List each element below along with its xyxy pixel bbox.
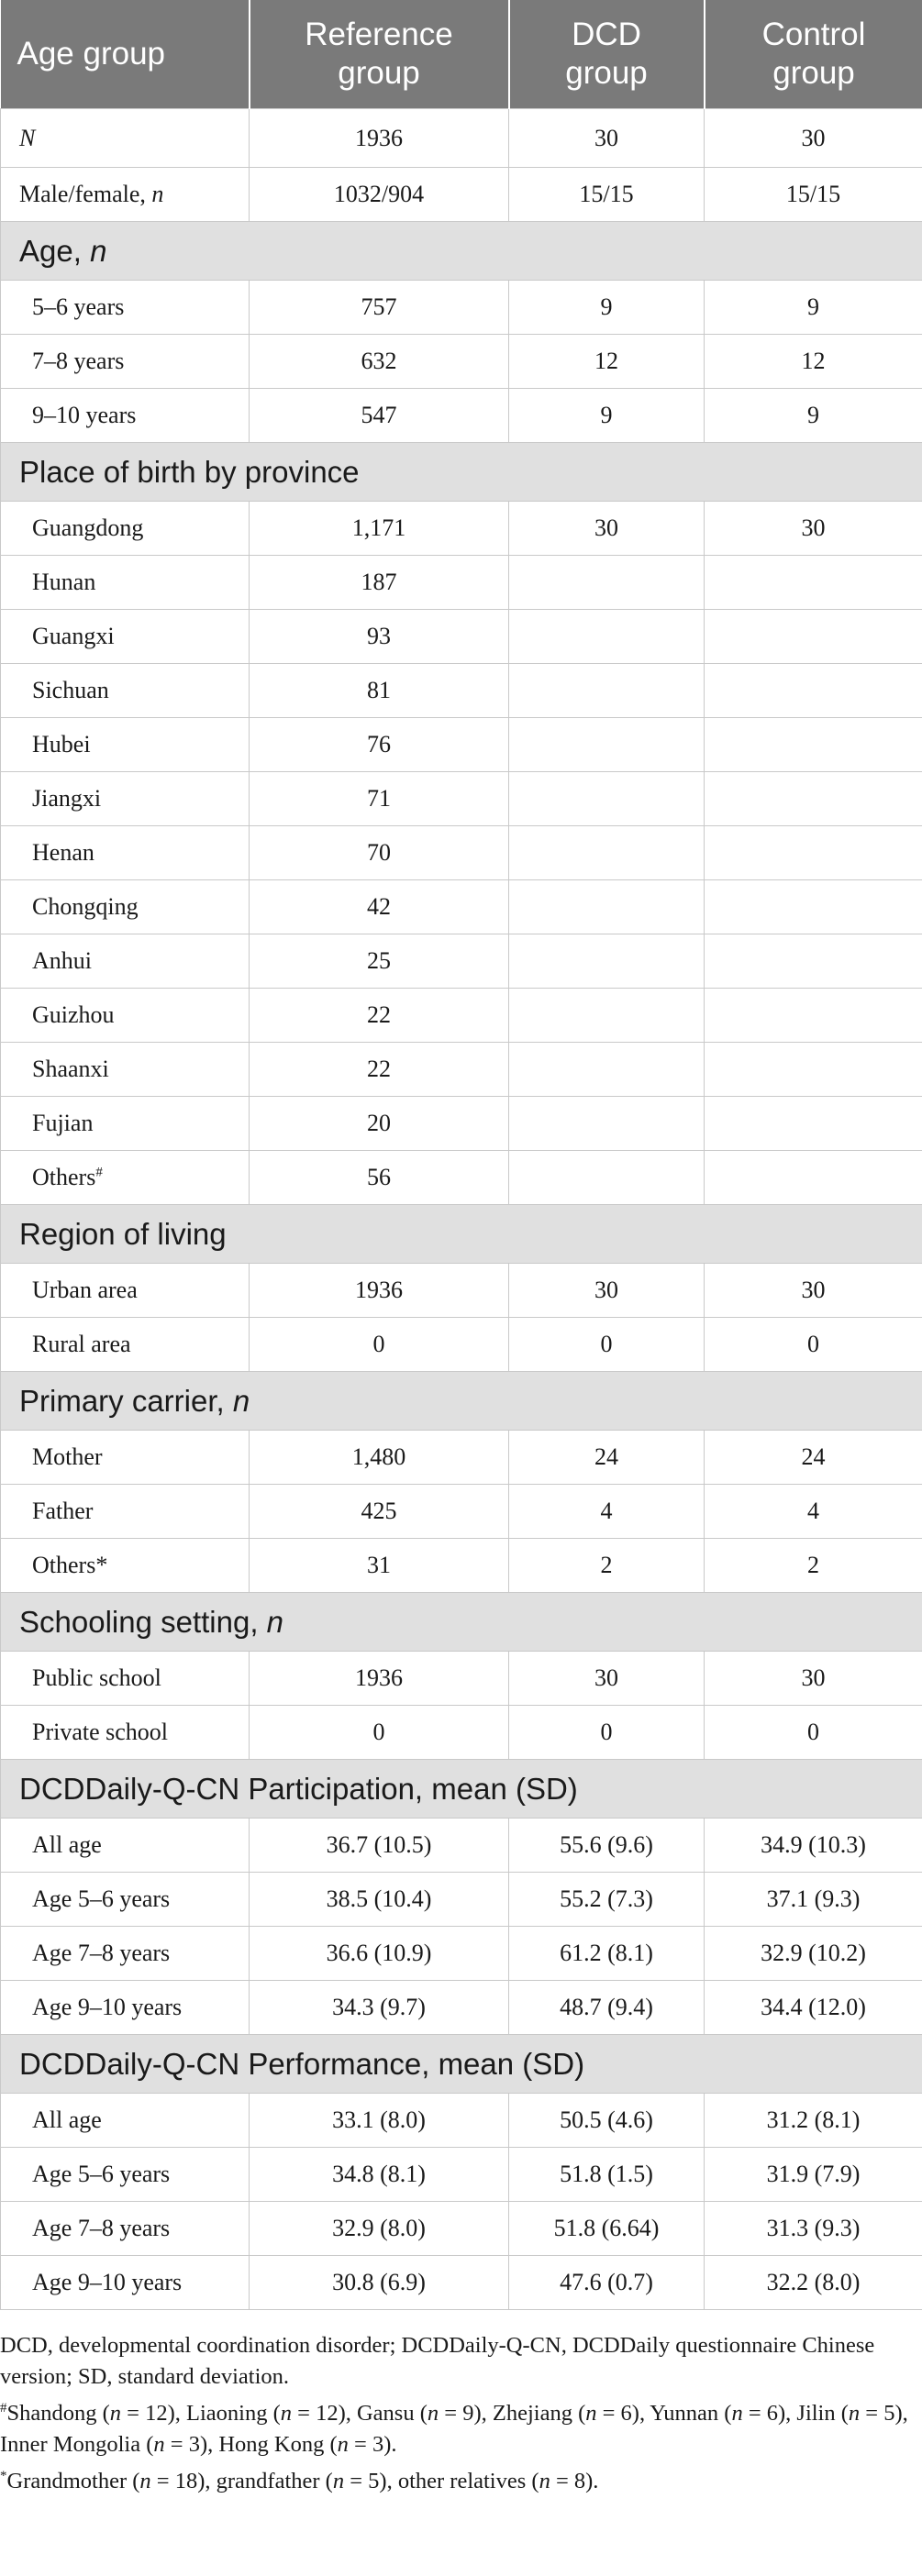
- cell-value: 1936: [250, 1652, 509, 1706]
- cell-value: [705, 826, 922, 880]
- cell-value: [509, 610, 705, 664]
- row-label: Jiangxi: [1, 772, 250, 826]
- cell-value: [509, 772, 705, 826]
- cell-value: 30: [705, 1652, 922, 1706]
- row-label: N: [1, 109, 250, 168]
- header-reference-group: Reference group: [250, 0, 509, 109]
- table-row: [1, 1151, 922, 1205]
- table-row: [1, 1927, 922, 1981]
- section-title: Region of living: [1, 1205, 922, 1264]
- cell-value: 0: [509, 1706, 705, 1760]
- cell-value: 31.2 (8.1): [705, 2094, 922, 2148]
- cell-value: 15/15: [705, 168, 922, 222]
- cell-value: [509, 934, 705, 989]
- cell-value: 22: [250, 989, 509, 1043]
- cell-value: 34.4 (12.0): [705, 1981, 922, 2035]
- cell-value: 9: [509, 389, 705, 443]
- table-row: [1, 934, 922, 989]
- row-label: Age 9–10 years: [1, 2256, 250, 2310]
- cell-value: 1032/904: [250, 168, 509, 222]
- row-label: All age: [1, 2094, 250, 2148]
- cell-value: 632: [250, 335, 509, 389]
- section-title: DCDDaily-Q-CN Performance, mean (SD): [1, 2035, 922, 2094]
- cell-value: [509, 1043, 705, 1097]
- section-header-row: [1, 1593, 922, 1652]
- section-header-row: [1, 1372, 922, 1431]
- cell-value: [705, 1043, 922, 1097]
- section-title: Place of birth by province: [1, 443, 922, 502]
- cell-value: 32.2 (8.0): [705, 2256, 922, 2310]
- table-row: [1, 1539, 922, 1593]
- cell-value: [705, 934, 922, 989]
- cell-value: 24: [509, 1431, 705, 1485]
- cell-value: 0: [250, 1318, 509, 1372]
- cell-value: 1936: [250, 109, 509, 168]
- row-label: Mother: [1, 1431, 250, 1485]
- table-row: [1, 556, 922, 610]
- cell-value: 50.5 (4.6): [509, 2094, 705, 2148]
- cell-value: [705, 772, 922, 826]
- cell-value: 30: [705, 1264, 922, 1318]
- cell-value: 4: [705, 1485, 922, 1539]
- cell-value: [705, 880, 922, 934]
- row-label: Chongqing: [1, 880, 250, 934]
- cell-value: [509, 826, 705, 880]
- table-row: [1, 1819, 922, 1873]
- table-row: [1, 502, 922, 556]
- cell-value: [509, 556, 705, 610]
- cell-value: 0: [250, 1706, 509, 1760]
- cell-value: 55.2 (7.3): [509, 1873, 705, 1927]
- header-control-group: Control group: [705, 0, 922, 109]
- section-header-row: [1, 443, 922, 502]
- cell-value: 33.1 (8.0): [250, 2094, 509, 2148]
- cell-value: [509, 989, 705, 1043]
- cell-value: 9: [705, 281, 922, 335]
- cell-value: 51.8 (1.5): [509, 2148, 705, 2202]
- table-row: [1, 610, 922, 664]
- cell-value: 0: [509, 1318, 705, 1372]
- cell-value: 31.3 (9.3): [705, 2202, 922, 2256]
- cell-value: [509, 880, 705, 934]
- cell-value: [705, 1151, 922, 1205]
- header-dcd-group: DCD group: [509, 0, 705, 109]
- row-label: Rural area: [1, 1318, 250, 1372]
- cell-value: [705, 610, 922, 664]
- cell-value: 547: [250, 389, 509, 443]
- cell-value: 1936: [250, 1264, 509, 1318]
- row-label: Henan: [1, 826, 250, 880]
- cell-value: 30: [509, 1652, 705, 1706]
- table-row: [1, 2256, 922, 2310]
- row-label: All age: [1, 1819, 250, 1873]
- cell-value: 757: [250, 281, 509, 335]
- cell-value: 2: [705, 1539, 922, 1593]
- cell-value: [509, 1097, 705, 1151]
- cell-value: 22: [250, 1043, 509, 1097]
- table-row: [1, 772, 922, 826]
- cell-value: 20: [250, 1097, 509, 1151]
- cell-value: 76: [250, 718, 509, 772]
- table-row: [1, 2202, 922, 2256]
- table-row: [1, 1485, 922, 1539]
- cell-value: 93: [250, 610, 509, 664]
- cell-value: 37.1 (9.3): [705, 1873, 922, 1927]
- cell-value: [509, 1151, 705, 1205]
- row-label: Guangdong: [1, 502, 250, 556]
- row-label: Male/female, n: [1, 168, 250, 222]
- cell-value: 51.8 (6.64): [509, 2202, 705, 2256]
- section-title: DCDDaily-Q-CN Participation, mean (SD): [1, 1760, 922, 1819]
- row-label: Father: [1, 1485, 250, 1539]
- cell-value: 70: [250, 826, 509, 880]
- cell-value: [509, 664, 705, 718]
- row-label: 9–10 years: [1, 389, 250, 443]
- table-row: [1, 281, 922, 335]
- table-row: [1, 1097, 922, 1151]
- cell-value: 9: [705, 389, 922, 443]
- cell-value: 81: [250, 664, 509, 718]
- table-footnotes: [0, 2310, 922, 2497]
- table-row: [1, 335, 922, 389]
- cell-value: [705, 556, 922, 610]
- cell-value: 47.6 (0.7): [509, 2256, 705, 2310]
- row-label: Guangxi: [1, 610, 250, 664]
- row-label: Private school: [1, 1706, 250, 1760]
- cell-value: 25: [250, 934, 509, 989]
- cell-value: 0: [705, 1706, 922, 1760]
- cell-value: 61.2 (8.1): [509, 1927, 705, 1981]
- row-label: Fujian: [1, 1097, 250, 1151]
- table-body: [1, 109, 922, 2310]
- row-label: Shaanxi: [1, 1043, 250, 1097]
- cell-value: 30: [509, 109, 705, 168]
- cell-value: 4: [509, 1485, 705, 1539]
- section-header-row: [1, 1205, 922, 1264]
- footnote-hash: #Shandong (n = 12), Liaoning (n = 12), Gansu (n = 9), Zhejiang (n = 6), Yunnan (n = 6), Jilin (n = 5), Inner Mongolia (n = 3), Hong Kong (n = 3).: [0, 2401, 908, 2458]
- cell-value: 12: [509, 335, 705, 389]
- row-label: Others*: [1, 1539, 250, 1593]
- table-row: [1, 1318, 922, 1372]
- row-label: Hubei: [1, 718, 250, 772]
- row-label: Hunan: [1, 556, 250, 610]
- table-row: [1, 168, 922, 222]
- table-row: [1, 2094, 922, 2148]
- cell-value: 36.6 (10.9): [250, 1927, 509, 1981]
- row-label: 7–8 years: [1, 335, 250, 389]
- table-row: [1, 1043, 922, 1097]
- table-row: [1, 389, 922, 443]
- header-row: [1, 0, 922, 109]
- cell-value: 425: [250, 1485, 509, 1539]
- table-row: [1, 1706, 922, 1760]
- cell-value: 34.3 (9.7): [250, 1981, 509, 2035]
- cell-value: 1,171: [250, 502, 509, 556]
- section-header-row: [1, 2035, 922, 2094]
- row-label: Age 9–10 years: [1, 1981, 250, 2035]
- cell-value: 31: [250, 1539, 509, 1593]
- cell-value: [705, 664, 922, 718]
- section-title: Primary carrier, n: [1, 1372, 922, 1431]
- cell-value: 48.7 (9.4): [509, 1981, 705, 2035]
- section-title: Schooling setting, n: [1, 1593, 922, 1652]
- cell-value: 56: [250, 1151, 509, 1205]
- row-label: 5–6 years: [1, 281, 250, 335]
- footnote-star: *Grandmother (n = 18), grandfather (n = 5), other relatives (n = 8).: [0, 2469, 599, 2494]
- row-label: Guizhou: [1, 989, 250, 1043]
- table-row: [1, 1981, 922, 2035]
- table-row: [1, 2148, 922, 2202]
- cell-value: 34.8 (8.1): [250, 2148, 509, 2202]
- cell-value: 1,480: [250, 1431, 509, 1485]
- footnote-abbreviations: DCD, developmental coordination disorder; DCDDaily-Q-CN, DCDDaily questionnaire Chinese version; SD, standard deviation.: [0, 2333, 875, 2389]
- table-row: [1, 826, 922, 880]
- cell-value: [705, 1097, 922, 1151]
- row-label: Urban area: [1, 1264, 250, 1318]
- row-label: Anhui: [1, 934, 250, 989]
- section-title: Age, n: [1, 222, 922, 281]
- table-row: [1, 664, 922, 718]
- cell-value: 36.7 (10.5): [250, 1819, 509, 1873]
- cell-value: 30: [705, 502, 922, 556]
- cell-value: 12: [705, 335, 922, 389]
- cell-value: 55.6 (9.6): [509, 1819, 705, 1873]
- cell-value: 71: [250, 772, 509, 826]
- cell-value: 0: [705, 1318, 922, 1372]
- cell-value: [705, 989, 922, 1043]
- table-row: [1, 1873, 922, 1927]
- row-label: Sichuan: [1, 664, 250, 718]
- cell-value: 187: [250, 556, 509, 610]
- table-row: [1, 1431, 922, 1485]
- table-row: [1, 1652, 922, 1706]
- section-header-row: [1, 1760, 922, 1819]
- cell-value: 2: [509, 1539, 705, 1593]
- table-row: [1, 989, 922, 1043]
- cell-value: 32.9 (10.2): [705, 1927, 922, 1981]
- cell-value: 24: [705, 1431, 922, 1485]
- cell-value: 9: [509, 281, 705, 335]
- cell-value: 30: [509, 502, 705, 556]
- row-label: Others#: [1, 1151, 250, 1205]
- cell-value: 42: [250, 880, 509, 934]
- cell-value: 30: [705, 109, 922, 168]
- cell-value: 30.8 (6.9): [250, 2256, 509, 2310]
- cell-value: 38.5 (10.4): [250, 1873, 509, 1927]
- cell-value: [509, 718, 705, 772]
- cell-value: 32.9 (8.0): [250, 2202, 509, 2256]
- cell-value: 34.9 (10.3): [705, 1819, 922, 1873]
- header-age-group: Age group: [1, 0, 250, 109]
- cell-value: 30: [509, 1264, 705, 1318]
- cell-value: 31.9 (7.9): [705, 2148, 922, 2202]
- table-row: [1, 109, 922, 168]
- section-header-row: [1, 222, 922, 281]
- table-row: [1, 880, 922, 934]
- row-label: Age 7–8 years: [1, 2202, 250, 2256]
- cell-value: [705, 718, 922, 772]
- row-label: Public school: [1, 1652, 250, 1706]
- cell-value: 15/15: [509, 168, 705, 222]
- table-row: [1, 718, 922, 772]
- table-row: [1, 1264, 922, 1318]
- row-label: Age 7–8 years: [1, 1927, 250, 1981]
- row-label: Age 5–6 years: [1, 1873, 250, 1927]
- row-label: Age 5–6 years: [1, 2148, 250, 2202]
